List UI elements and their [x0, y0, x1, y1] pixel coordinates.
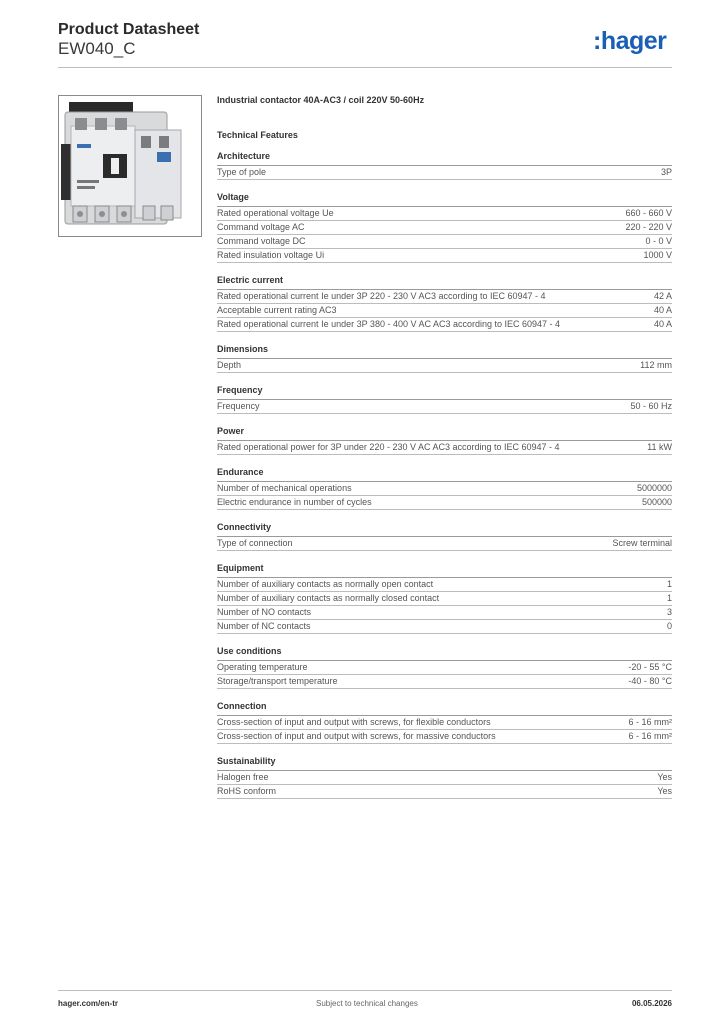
spec-value: -20 - 55 °C — [628, 662, 672, 672]
section-voltage — [217, 192, 672, 263]
spec-value: 0 — [666, 621, 672, 631]
hager-logo[interactable]: :hager — [593, 27, 667, 55]
spec-row — [217, 606, 672, 620]
spec-row — [217, 359, 672, 373]
spec-label: Number of NC contacts — [217, 621, 311, 631]
section-sustainability — [217, 756, 672, 799]
section-connectivity — [217, 522, 672, 551]
spec-label: Rated insulation voltage Ui — [217, 250, 325, 260]
spec-value: 500000 — [641, 497, 672, 507]
spec-label: Rated operational power for 3P under 220 - 230 V AC AC3 according to IEC 60947 - 4 — [217, 442, 560, 452]
spec-label: Acceptable current rating AC3 — [217, 305, 337, 315]
spec-label: Electric endurance in number of cycles — [217, 497, 372, 507]
spec-value: Yes — [657, 786, 672, 796]
spec-row — [217, 661, 672, 675]
spec-row — [217, 785, 672, 799]
spec-row — [217, 249, 672, 263]
spec-row — [217, 304, 672, 318]
spec-label: Number of mechanical operations — [217, 483, 352, 493]
section-equipment — [217, 563, 672, 634]
product-subtitle: Industrial contactor 40A-AC3 / coil 220V 50-60Hz — [217, 95, 425, 105]
spec-row — [217, 716, 672, 730]
spec-row — [217, 290, 672, 304]
spec-label: Cross-section of input and output with screws, for flexible conductors — [217, 717, 491, 727]
spec-label: Rated operational voltage Ue — [217, 208, 334, 218]
section-connection — [217, 701, 672, 744]
spec-label: Halogen free — [217, 772, 269, 782]
page-title: Product Datasheet — [58, 21, 200, 38]
technical-data — [217, 95, 672, 799]
technical-features-heading: Technical Features — [217, 130, 298, 140]
spec-row — [217, 221, 672, 235]
section-heading: Sustainability — [217, 756, 672, 771]
spec-value: 6 - 16 mm² — [628, 717, 672, 727]
spec-label: Type of pole — [217, 167, 267, 177]
section-architecture — [217, 151, 672, 180]
spec-label: Number of auxiliary contacts as normally open contact — [217, 579, 434, 589]
header-divider — [58, 67, 672, 68]
spec-row — [217, 400, 672, 414]
spec-row — [217, 675, 672, 689]
section-heading: Frequency — [217, 385, 672, 400]
spec-label: Operating temperature — [217, 662, 308, 672]
spec-label: Rated operational current Ie under 3P 220 - 230 V AC3 according to IEC 60947 - 4 — [217, 291, 546, 301]
spec-value: 1000 V — [643, 250, 672, 260]
spec-row — [217, 592, 672, 606]
section-heading: Connectivity — [217, 522, 672, 537]
section-heading: Voltage — [217, 192, 672, 207]
section-heading: Endurance — [217, 467, 672, 482]
spec-row — [217, 620, 672, 634]
spec-value: 1 — [666, 579, 672, 589]
spec-value: 40 A — [653, 319, 672, 329]
section-frequency — [217, 385, 672, 414]
spec-value: 660 - 660 V — [625, 208, 672, 218]
spec-value: 11 kW — [647, 442, 672, 452]
spec-label: Cross-section of input and output with screws, for massive conductors — [217, 731, 496, 741]
spec-value: 220 - 220 V — [625, 222, 672, 232]
spec-label: Depth — [217, 360, 242, 370]
spec-value: Yes — [657, 772, 672, 782]
spec-row — [217, 537, 672, 551]
spec-value: 42 A — [653, 291, 672, 301]
spec-value: 3P — [660, 167, 672, 177]
section-dimensions — [217, 344, 672, 373]
spec-label: RoHS conform — [217, 786, 277, 796]
spec-value: 0 - 0 V — [645, 236, 672, 246]
spec-row — [217, 318, 672, 332]
section-endurance — [217, 467, 672, 510]
section-heading: Dimensions — [217, 344, 672, 359]
spec-label: Command voltage AC — [217, 222, 305, 232]
section-heading: Power — [217, 426, 672, 441]
contactor-photo-icon — [58, 95, 202, 237]
footer-note: Subject to technical changes — [316, 999, 418, 1008]
sections-container — [217, 151, 672, 799]
footer-date: 06.05.2026 — [631, 999, 672, 1008]
spec-label: Storage/transport temperature — [217, 676, 338, 686]
spec-value: Screw terminal — [612, 538, 672, 548]
spec-value: 3 — [666, 607, 672, 617]
section-heading: Connection — [217, 701, 672, 716]
section-heading: Equipment — [217, 563, 672, 578]
spec-value: 40 A — [653, 305, 672, 315]
spec-row — [217, 771, 672, 785]
spec-row — [217, 441, 672, 455]
spec-label: Number of auxiliary contacts as normally closed contact — [217, 593, 440, 603]
spec-value: 6 - 16 mm² — [628, 731, 672, 741]
spec-label: Number of NO contacts — [217, 607, 312, 617]
spec-row — [217, 207, 672, 221]
spec-row — [217, 730, 672, 744]
section-electric-current — [217, 275, 672, 332]
spec-label: Type of connection — [217, 538, 293, 548]
spec-value: -40 - 80 °C — [628, 676, 672, 686]
spec-row — [217, 578, 672, 592]
section-heading: Electric current — [217, 275, 672, 290]
spec-label: Frequency — [217, 401, 260, 411]
spec-label: Rated operational current Ie under 3P 380 - 400 V AC AC3 according to IEC 60947 - 4 — [217, 319, 561, 329]
spec-value: 50 - 60 Hz — [630, 401, 672, 411]
spec-value: 5000000 — [636, 483, 672, 493]
section-power — [217, 426, 672, 455]
spec-row — [217, 482, 672, 496]
spec-row — [217, 235, 672, 249]
spec-row — [217, 496, 672, 510]
product-code: EW040_C — [58, 39, 136, 58]
spec-row — [217, 166, 672, 180]
spec-value: 112 mm — [640, 360, 672, 370]
section-heading: Architecture — [217, 151, 672, 166]
footer-divider — [58, 990, 672, 991]
footer-website-link[interactable]: hager.com/en-tr — [58, 999, 119, 1008]
section-heading: Use conditions — [217, 646, 672, 661]
section-use-conditions — [217, 646, 672, 689]
spec-value: 1 — [666, 593, 672, 603]
spec-label: Command voltage DC — [217, 236, 306, 246]
